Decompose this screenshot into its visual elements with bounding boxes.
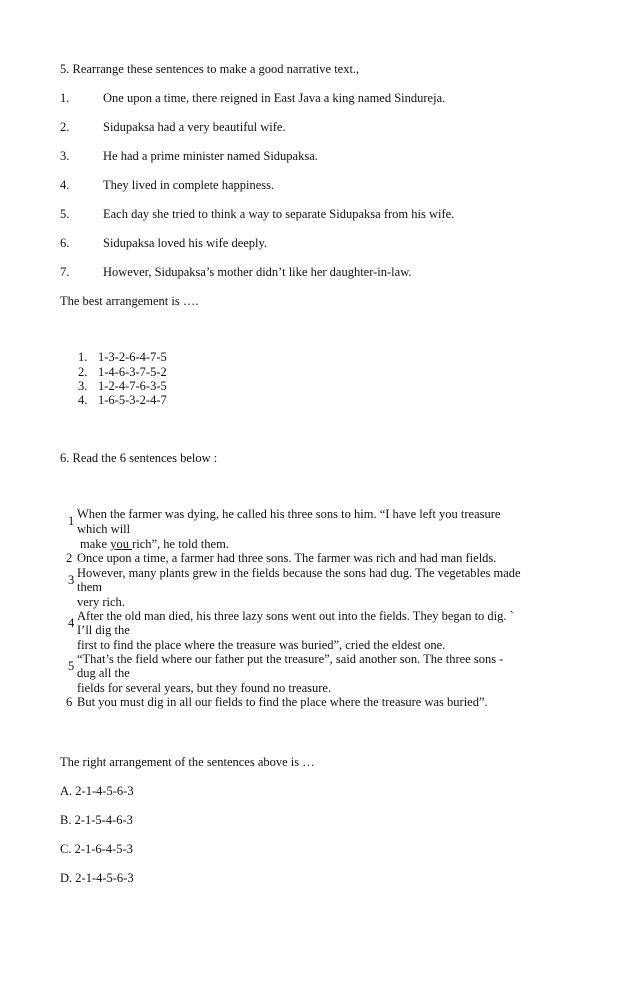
sentence-number: 2. xyxy=(60,120,70,134)
sentence-number: 5. xyxy=(60,207,70,221)
answer-option xyxy=(78,365,167,379)
option-number: 2. xyxy=(78,365,88,379)
sentence-label: 6 xyxy=(66,695,73,709)
sentence-text: They lived in complete happiness. xyxy=(103,178,275,192)
sentence-label: 3 xyxy=(68,573,75,587)
sentence-label: 1 xyxy=(68,514,75,528)
question-5-question: The best arrangement is …. xyxy=(60,294,199,308)
answer-option: B. 2-1-5-4-6-3 xyxy=(60,813,133,827)
story-line: them xyxy=(77,580,102,594)
sentence-number: 3. xyxy=(60,149,70,163)
story-line: “That’s the field where our father put the treasure”, said another son. The three sons - xyxy=(77,652,504,666)
question-6-question: The right arrangement of the sentences above is … xyxy=(60,755,315,769)
option-text: 1-3-2-6-4-7-5 xyxy=(98,350,167,364)
question-6-prompt: 6. Read the 6 sentences below : xyxy=(60,451,218,465)
sentence-label: 2 xyxy=(66,551,73,565)
story-line: I’ll dig the xyxy=(77,623,130,637)
answer-option: D. 2-1-4-5-6-3 xyxy=(60,871,134,885)
option-text: 1-4-6-3-7-5-2 xyxy=(98,365,167,379)
story-word: rich”, he told them. xyxy=(132,537,229,551)
answer-option xyxy=(78,393,167,407)
story-line: which will xyxy=(77,522,131,536)
question-5-prompt: 5. Rearrange these sentences to make a good narrative text., xyxy=(60,62,360,76)
answer-option xyxy=(78,350,167,364)
story-line: fields for several years, but they found no treasure. xyxy=(77,681,332,695)
answer-option: A. 2-1-4-5-6-3 xyxy=(60,784,134,798)
sentence-text: Sidupaksa had a very beautiful wife. xyxy=(103,120,286,134)
story-line: But you must dig in all our fields to find the place where the treasure was buried”. xyxy=(77,695,488,709)
sentence-number: 7. xyxy=(60,265,70,279)
option-number: 1. xyxy=(78,350,88,364)
story-word: make xyxy=(80,537,111,551)
sentence-text: However, Sidupaksa’s mother didn’t like her daughter-in-law. xyxy=(103,265,412,279)
underlined-word: you xyxy=(110,537,133,551)
story-line: When the farmer was dying, he called his three sons to him. “I have left you treasure xyxy=(77,507,501,521)
answer-option xyxy=(78,379,167,393)
story-line: Once upon a time, a farmer had three sons. The farmer was rich and had man fields. xyxy=(77,551,497,565)
story-line: dug all the xyxy=(77,666,130,680)
sentence-label: 5 xyxy=(68,659,75,673)
story-line: After the old man died, his three lazy sons went out into the fields. They began to dig. ` xyxy=(77,609,514,623)
sentence-number: 6. xyxy=(60,236,70,250)
story-line: very rich. xyxy=(77,595,125,609)
sentence-text: He had a prime minister named Sidupaksa. xyxy=(103,149,318,163)
answer-option: C. 2-1-6-4-5-3 xyxy=(60,842,133,856)
option-text: 1-2-4-7-6-3-5 xyxy=(98,379,167,393)
option-text: 1-6-5-3-2-4-7 xyxy=(98,393,167,407)
story-line: However, many plants grew in the fields because the sons had dug. The vegetables made xyxy=(77,566,521,580)
story-line xyxy=(80,537,229,551)
sentence-label: 4 xyxy=(68,616,75,630)
option-number: 3. xyxy=(78,379,88,393)
sentence-text: Each day she tried to think a way to separate Sidupaksa from his wife. xyxy=(103,207,455,221)
story-line: first to find the place where the treasure was buried”, cried the eldest one. xyxy=(77,638,446,652)
sentence-number: 1. xyxy=(60,91,70,105)
sentence-number: 4. xyxy=(60,178,70,192)
option-number: 4. xyxy=(78,393,88,407)
sentence-text: Sidupaksa loved his wife deeply. xyxy=(103,236,268,250)
sentence-text: One upon a time, there reigned in East Java a king named Sindureja. xyxy=(103,91,446,105)
